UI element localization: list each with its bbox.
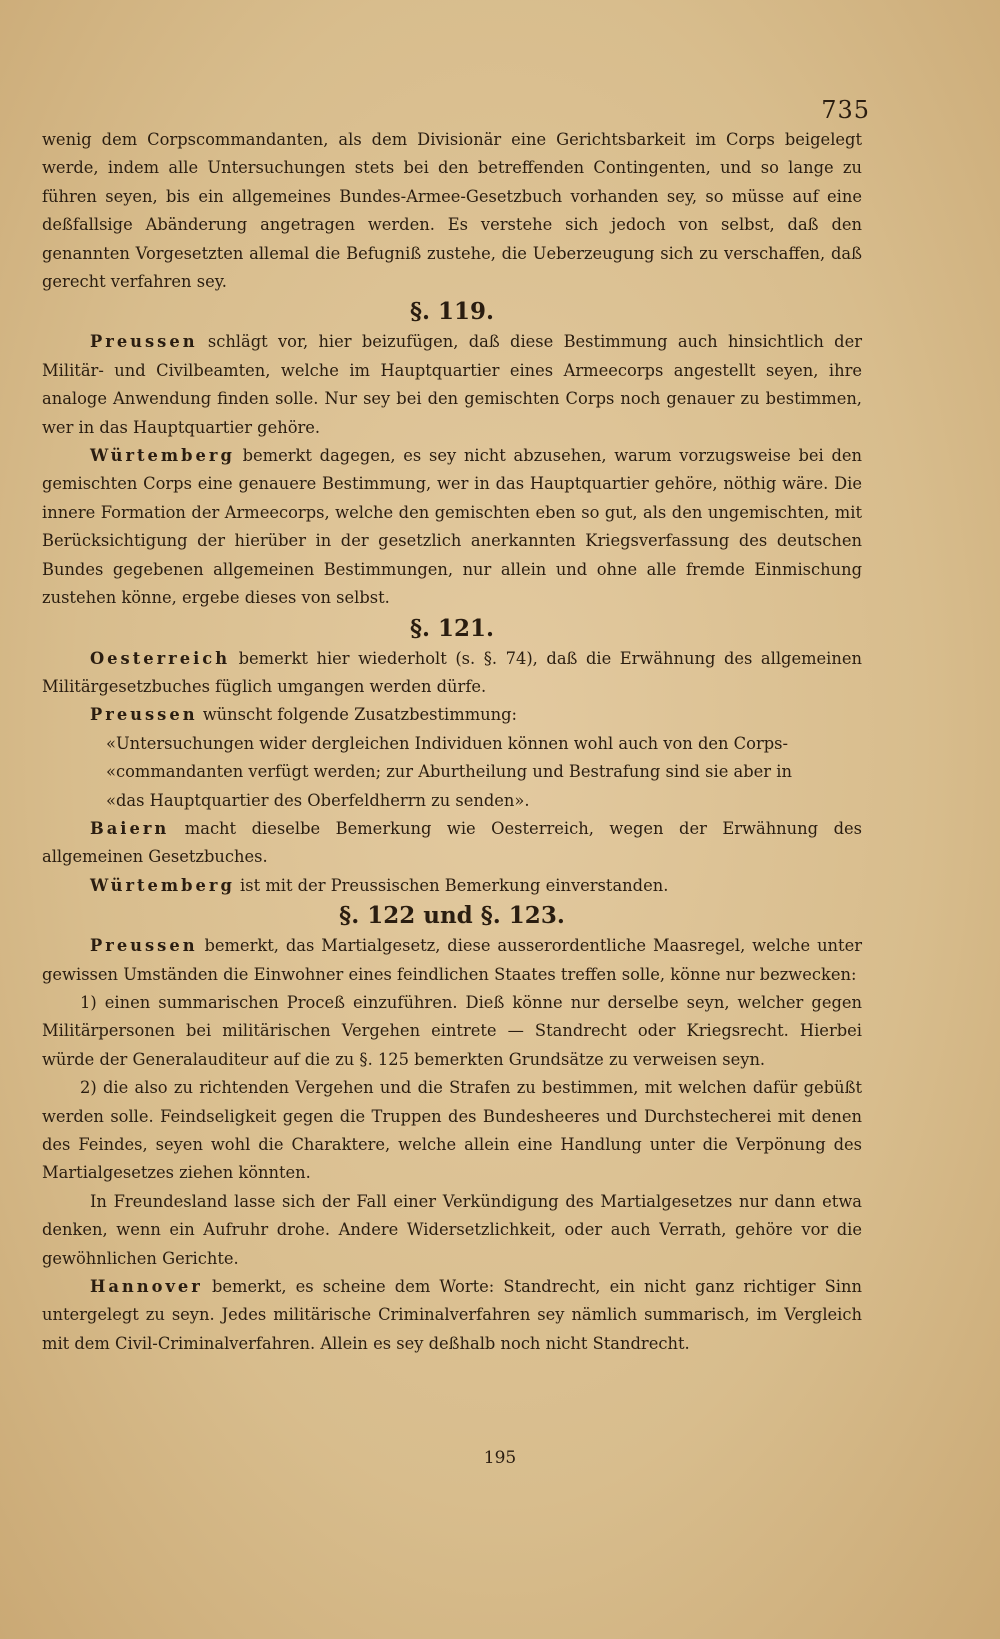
paragraph-wuertemberg-121	[42, 872, 862, 900]
paragraph-preussen-122	[42, 932, 862, 989]
section-heading-121: §. 121.	[409, 614, 495, 642]
paragraph-text: schlägt vor, hier beizufügen, daß diese Bestimmung auch hinsichtlich der Militär- und Civilbeamten, welche im Hauptquartier eines Armeecorps angestellt seyen, ihre analoge Anwendung finden solle. Nur sey bei den gemischten Corps noch genauer zu bestimmen, wer in das Hauptquartier gehöre.	[42, 332, 862, 437]
paragraph-text: macht dieselbe Bemerkung wie Oesterreich, wegen der Erwähnung des allgemeinen Gesetzbuches.	[42, 818, 862, 867]
quote-line: «commandanten verfügt werden; zur Aburtheilung und Bestrafung sind sie aber in	[106, 762, 792, 782]
paragraph-continuation: wenig dem Corpscommandanten, als dem Divisionär eine Gerichtsbarkeit im Corps beigelegt werde, indem alle Untersuchungen stets bei den betreffenden Contingenten, und so lange zu führen seyen, bis ein allgemeines Bundes-Armee-Gesetzbuch vorhanden sey, so müsse auf eine deßfallsige Abänderung angetragen werden. Es verstehe sich jedoch von selbst, daß den genannten Vorgesetzten allemal die Befugniß zustehe, die Ueberzeugung sich zu verschaffen, daß gerecht verfahren sey.	[42, 130, 862, 292]
quote-line: «das Hauptquartier des Oberfeldherrn zu senden».	[106, 790, 530, 810]
quote-line: «Untersuchungen wider dergleichen Individuen können wohl auch von den Corps-	[106, 733, 789, 753]
section-heading-122-123: §. 122 und §. 123.	[339, 902, 565, 930]
section-heading-119: §. 119.	[409, 298, 495, 326]
speaker-name: Preussen	[90, 705, 198, 725]
paragraph-preussen-121	[42, 701, 862, 729]
paragraph-text: bemerkt, es scheine dem Worte: Standrecht, ein nicht ganz richtiger Sinn untergelegt zu seyn. Jedes militärische Criminalverfahren sey nämlich summarisch, im Vergleich mit dem Civil-Criminalverfahren. Allein es sey deßhalb noch nicht Standrecht.	[42, 1277, 862, 1353]
paragraph-hannover-122	[42, 1273, 862, 1358]
paragraph-wuertemberg-119	[42, 442, 862, 612]
paragraph-preussen-119	[42, 328, 862, 442]
speaker-name: Würtemberg	[90, 875, 235, 895]
paragraph-baiern-121	[42, 815, 862, 872]
page-number: 735	[821, 96, 870, 124]
speaker-name: Würtemberg	[90, 446, 235, 466]
paragraph-text: wünscht folgende Zusatzbestimmung:	[197, 705, 518, 725]
text-body	[42, 126, 862, 1358]
speaker-name: Preussen	[90, 332, 198, 352]
speaker-name: Preussen	[90, 936, 198, 956]
paragraph-text: ist mit der Preussischen Bemerkung einverstanden.	[234, 875, 669, 895]
list-item: 1) einen summarischen Proceß einzuführen. Dieß könne nur derselbe seyn, welcher gegen Militärpersonen bei militärischen Vergehen eintrete — Standrecht oder Kriegsrecht. Hierbei würde der Generalauditeur auf die zu §. 125 bemerkten Grundsätze zu verweisen seyn.	[42, 992, 862, 1069]
paragraph-text: bemerkt, das Martialgesetz, diese ausserordentliche Maasregel, welche unter gewissen Umständen die Einwohner eines feindlichen Staates treffen solle, könne nur bezwecken:	[42, 936, 862, 984]
paragraph-text: bemerkt hier wiederholt (s. §. 74), daß die Erwähnung des allgemeinen Militärgesetzbuches füglich umgangen werden dürfe.	[42, 648, 862, 696]
speaker-name: Hannover	[90, 1277, 203, 1297]
list-item: 2) die also zu richtenden Vergehen und die Strafen zu bestimmen, mit welchen dafür gebüßt werden solle. Feindseligkeit gegen die Truppen des Bundesheeres und Durchstecherei mit denen des Feindes, seyen wohl die Charaktere, welche allein eine Handlung unter die Verpönung des Martialgesetzes ziehen könnten.	[42, 1078, 862, 1183]
speaker-name: Baiern	[90, 818, 170, 838]
signature-mark: 195	[483, 1448, 517, 1468]
paragraph-oesterreich-121	[42, 645, 862, 702]
paragraph-freundesland: In Freundesland lasse sich der Fall einer Verkündigung des Martialgesetzes nur dann etwa denken, wenn ein Aufruhr drohe. Andere Widersetzlichkeit, oder auch Verrath, gehöre vor die gewöhnlichen Gerichte.	[42, 1191, 862, 1268]
paragraph-text: bemerkt dagegen, es sey nicht abzusehen, warum vorzugsweise bei den gemischten Corps eine genauere Bestimmung, wer in das Hauptquartier gehöre, nöthig wäre. Die innere Formation der Armeecorps, welche den gemischten eben so gut, als den ungemischten, mit Berücksichtigung der hierüber in der gesetzlich anerkannten Kriegsverfassung des deutschen Bundes gegebenen allgemeinen Bestimmungen, nur allein und ohne alle fremde Einmischung zustehen könne, ergebe dieses von selbst.	[42, 446, 862, 608]
speaker-name: Oesterreich	[90, 648, 231, 668]
